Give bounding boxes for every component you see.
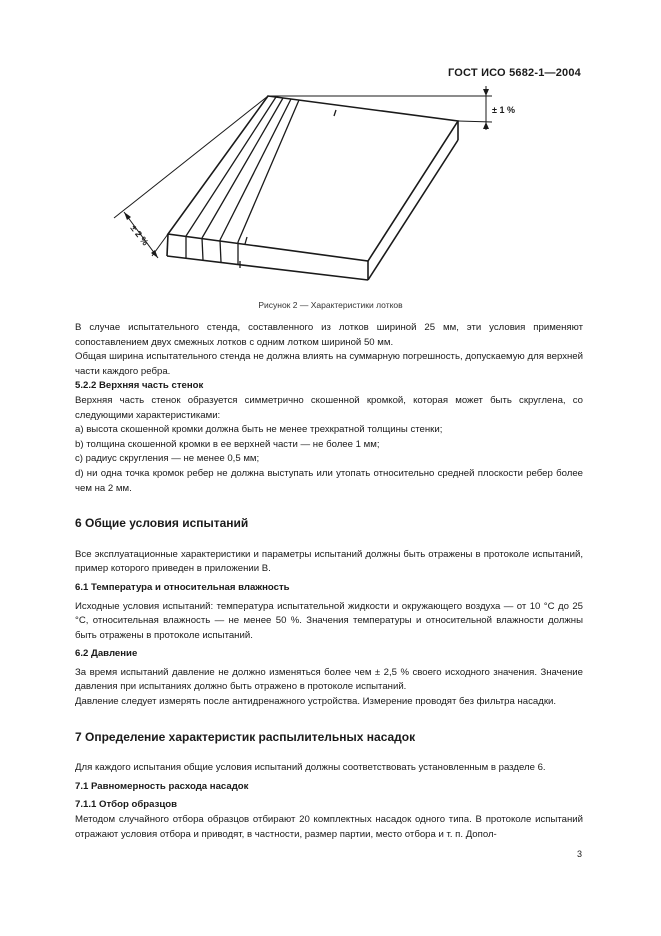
paragraph: За время испытаний давление не должно изменяться более чем ± 2,5 % своего исходного значения. Значение давления при испытаниях должно быть отражено в протоколе испытаний.	[75, 666, 583, 693]
paragraph-text: В случае испытательного стенда, составленного из лотков шириной 25 мм, эти условия применяют сопоставлением двух смежных лотков с одним лотком шириной 50 мм.	[75, 322, 583, 348]
document-body	[75, 321, 583, 842]
list-item: d) ни одна точка кромок ребер не должна выступать или утопать относительно средней плоскости ребер более чем на 2 мм.	[75, 467, 583, 494]
paragraph: Для каждого испытания общие условия испытаний должны соответствовать установленным в разделе 6.	[75, 762, 546, 774]
section-heading-7-1-1: 7.1.1 Отбор образцов	[75, 799, 177, 811]
tolerance-label-top: ± 1 %	[492, 105, 515, 115]
list-item: b) толщина скошенной кромки в ее верхней части — не более 1 мм;	[75, 438, 380, 450]
section-heading-5-2-2: 5.2.2 Верхняя часть стенок	[75, 380, 204, 392]
trough-drawing	[100, 86, 560, 286]
paragraph-text: Общая ширина испытательного стенда не должна влиять на суммарную погрешность, допускаемую для верхней части каждого ребра.	[75, 351, 583, 377]
paragraph: Верхняя часть стенок образуется симметрично скошенной кромкой, которая может быть скруглена, со следующими характеристиками:	[75, 394, 583, 421]
figure-trough-diagram	[100, 86, 560, 286]
paragraph	[75, 350, 583, 379]
tolerance-label-left: ± 2 %	[128, 223, 151, 248]
paragraph: Методом случайного отбора образцов отбирают 20 комплектных насадок одного типа. В протоколе испытаний отражают условия отбора и приводят, в частности, размер партии, место отбора и т. п. Допол-	[75, 814, 583, 840]
section-heading-7: 7 Определение характеристик распылительных насадок	[75, 729, 416, 744]
section-heading-6-1: 6.1 Температура и относительная влажность	[75, 581, 290, 593]
paragraph: Все эксплуатационные характеристики и параметры испытаний должны быть отражены в протоколе испытаний, пример которого приведен в приложении В.	[75, 548, 583, 575]
section-heading-7-1: 7.1 Равномерность расхода насадок	[75, 780, 249, 792]
section-heading-6-2: 6.2 Давление	[75, 648, 138, 660]
list-item: c) радиус скругления — не менее 0,5 мм;	[75, 453, 260, 465]
section-heading-6: 6 Общие условия испытаний	[75, 516, 249, 531]
figure-caption: Рисунок 2 — Характеристики лотков	[258, 300, 403, 310]
list-item: a) высота скошенной кромки должна быть не менее трехкратной толщины стенки;	[75, 424, 443, 436]
paragraph: Давление следует измерять после антидренажного устройства. Измерение проводят без фильтра насадки.	[75, 696, 557, 708]
paragraph: Исходные условия испытаний: температура испытательной жидкости и окружающего воздуха — от 10 °С до 25 °С, относительная влажность — не менее 50 %. Значения температуры и относительной влажности должны быть отражены в протоколе испытаний.	[75, 600, 583, 641]
paragraph	[75, 321, 583, 350]
page-number: 3	[576, 849, 582, 859]
document-header: ГОСТ ИСО 5682-1—2004	[447, 67, 581, 79]
